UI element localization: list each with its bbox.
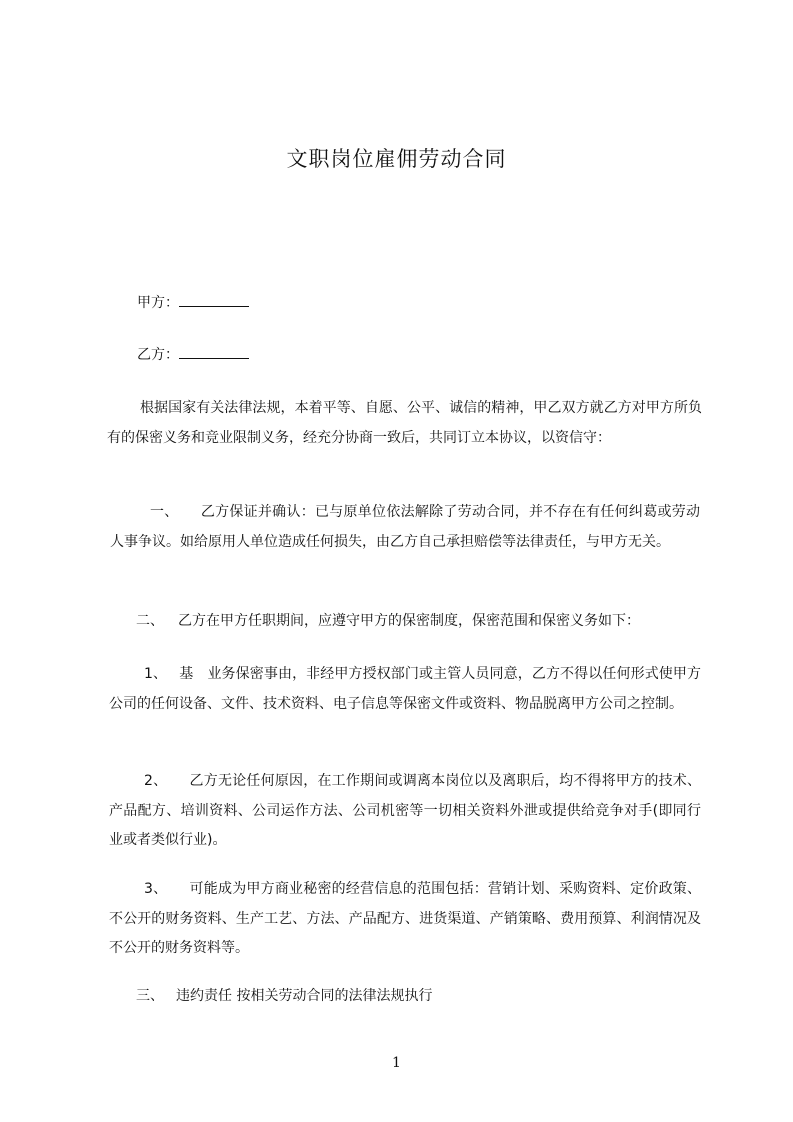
- clause-3-text: 违约责任 按相关劳动合同的法律法规执行: [176, 988, 433, 1004]
- clause-1: [110, 498, 700, 557]
- clause-2-text: 乙方在甲方任职期间，应遵守甲方的保密制度，保密范围和保密义务如下：: [178, 613, 640, 629]
- clause-3: [136, 986, 432, 1006]
- party-b-label: 乙方：: [137, 347, 179, 363]
- party-a-label: 甲方：: [137, 295, 179, 311]
- item-2-text: 乙方无论任何原因，在工作期间或调离本岗位以及离职后，均不得将甲方的技术、产品配方、培训资料、公司运作方法、公司机密等一切相关资料外泄或提供给竞争对手(即同行业或者类似行业)。: [109, 773, 701, 848]
- page-number: 1: [392, 1055, 401, 1071]
- clause-3-number: 三、: [136, 988, 164, 1004]
- party-a-blank: [179, 292, 249, 307]
- clause-2-number: 二、: [136, 613, 164, 629]
- clause-2: [136, 611, 640, 631]
- clause-1-number: 一、: [150, 504, 179, 520]
- party-a-line: [137, 292, 249, 313]
- preamble-paragraph: 根据国家有关法律法规，本着平等、自愿、公平、诚信的精神，甲乙双方就乙方对甲方所负有的保密义务和竞业限制义务，经充分协商一致后，共同订立本协议，以资信守：: [107, 400, 702, 446]
- item-3: [109, 875, 701, 964]
- item-2-number: 2、: [144, 773, 168, 789]
- party-b-line: [137, 344, 249, 365]
- document-title: 文职岗位雇佣劳动合同: [286, 147, 507, 171]
- item-3-text: 可能成为甲方商业秘密的经营信息的范围包括：营销计划、采购资料、定价政策、不公开的财务资料、生产工艺、方法、产品配方、进货渠道、产销策略、费用预算、利润情况及不公开的财务资料等。: [109, 881, 701, 956]
- clause-1-text: 乙方保证并确认：已与原单位依法解除了劳动合同，并不存在有任何纠葛或劳动人事争议。如给原用人单位造成任何损失，由乙方自己承担赔偿等法律责任，与甲方无关。: [110, 504, 701, 550]
- item-1: [109, 660, 701, 719]
- item-1-text: 业务保密事由，非经甲方授权部门或主管人员同意，乙方不得以任何形式使甲方公司的任何设备、文件、技术资料、电子信息等保密文件或资料、物品脱离甲方公司之控制。: [109, 666, 702, 712]
- party-b-blank: [179, 344, 249, 359]
- item-2: [109, 767, 701, 856]
- item-3-number: 3、: [144, 881, 168, 897]
- item-1-lead: 基: [179, 666, 194, 682]
- item-1-number: 1、: [144, 666, 168, 682]
